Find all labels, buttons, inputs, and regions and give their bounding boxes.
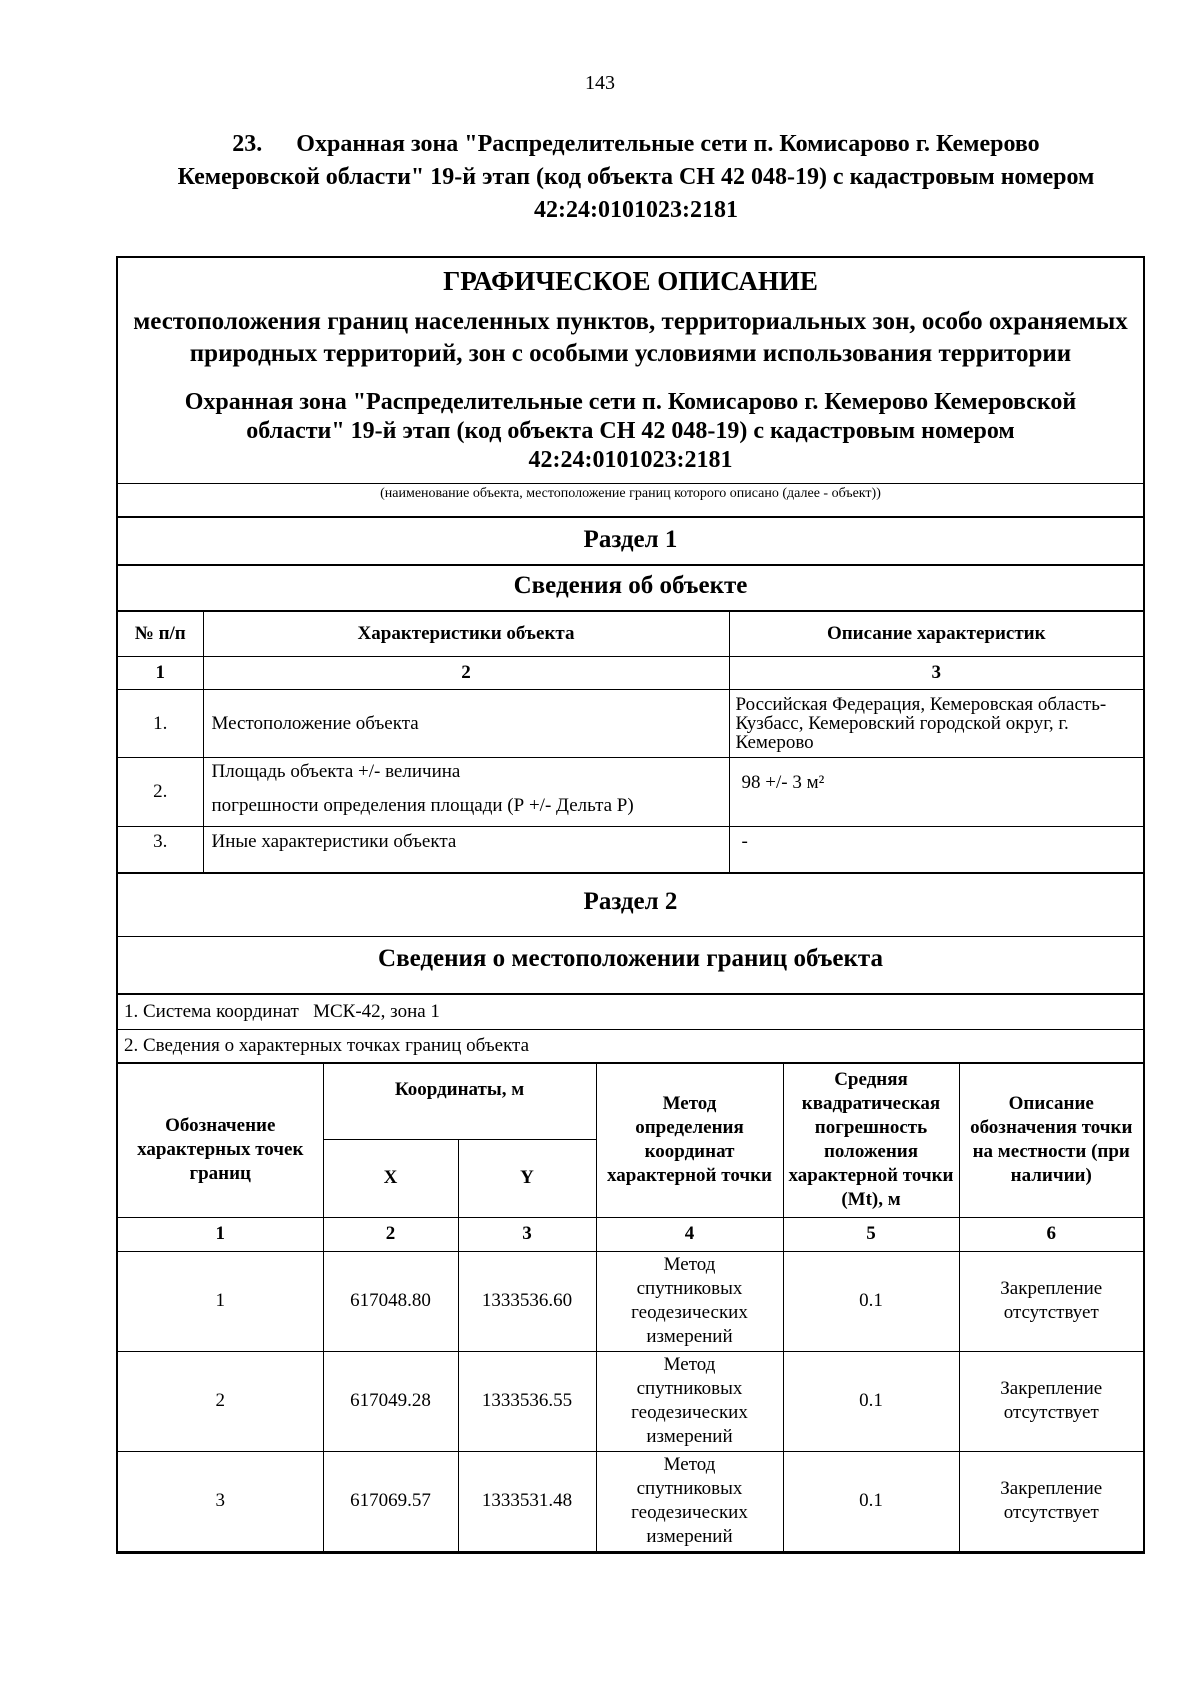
point-mt: 0.1 (783, 1251, 959, 1351)
table-row (118, 758, 1143, 827)
table-row (118, 1351, 1143, 1451)
heading-number: 23. (232, 131, 263, 157)
object-info-table (118, 610, 1143, 873)
point-description: Закрепление отсутствует (959, 1351, 1143, 1451)
header-y: Y (458, 1139, 596, 1217)
point-method: Метод спутниковых геодезических измерений (596, 1451, 783, 1551)
col-number: 3 (729, 657, 1143, 690)
column-number-row (118, 657, 1143, 690)
row-name: Местоположение объекта (203, 690, 729, 758)
row-num: 1. (118, 690, 203, 758)
point-description: Закрепление отсутствует (959, 1451, 1143, 1551)
row-name: Иные характеристики объекта (203, 827, 729, 873)
col-number: 3 (458, 1217, 596, 1251)
point-x: 617069.57 (323, 1451, 458, 1551)
row-name (203, 758, 729, 827)
table-row (118, 827, 1143, 873)
table-row (118, 1451, 1143, 1551)
section-1-title: Раздел 1 (118, 516, 1143, 564)
boundary-points-table (118, 1062, 1143, 1552)
header-characteristics: Характеристики объекта (203, 611, 729, 657)
point-y: 1333531.48 (458, 1451, 596, 1551)
section-2-subtitle: Сведения о местоположении границ объекта (118, 936, 1143, 993)
point-y: 1333536.55 (458, 1351, 596, 1451)
point-method: Метод спутниковых геодезических измерений (596, 1251, 783, 1351)
section-1-subtitle: Сведения об объекте (118, 564, 1143, 610)
object-name (118, 388, 1143, 483)
point-id: 1 (118, 1251, 323, 1351)
object-info-header-row (118, 611, 1143, 657)
form-title: ГРАФИЧЕСКОЕ ОПИСАНИЕ (443, 266, 818, 296)
row-value: - (729, 827, 1143, 873)
document-heading (118, 128, 1154, 227)
point-description: Закрепление отсутствует (959, 1251, 1143, 1351)
graphic-description-form (116, 256, 1145, 1554)
col-number: 1 (118, 1217, 323, 1251)
header-method: Метод определения координат характерной точки (596, 1063, 783, 1217)
coordinate-system-label: 1. Система координат (124, 1001, 299, 1022)
col-number: 6 (959, 1217, 1143, 1251)
point-mt: 0.1 (783, 1451, 959, 1551)
header-description: Описание характеристик (729, 611, 1143, 657)
point-y: 1333536.60 (458, 1251, 596, 1351)
form-header (118, 258, 1143, 483)
col-number: 2 (323, 1217, 458, 1251)
row-num: 3. (118, 827, 203, 873)
form-description: местоположения границ населенных пунктов, территориальных зон, особо охраняемых природных территорий, зон с особыми условиями использования территории (133, 308, 1128, 367)
header-accuracy: Средняя квадратическая погрешность положения характерной точки (Mt), м (783, 1063, 959, 1217)
object-name-line-2: области" 19-й этап (код объекта СН 42 048-19) с кадастровым номером (246, 418, 1015, 444)
table-row (118, 1251, 1143, 1351)
points-label-row: 2. Сведения о характерных точках границ объекта (118, 1029, 1143, 1062)
point-x: 617048.80 (323, 1251, 458, 1351)
page-number: 143 (585, 72, 615, 94)
col-number: 4 (596, 1217, 783, 1251)
heading-line-1: Охранная зона "Распределительные сети п. Комисарово г. Кемерово (296, 131, 1040, 157)
point-x: 617049.28 (323, 1351, 458, 1451)
row-name-line-2: погрешности определения площади (Р +/- Дельта Р) (211, 795, 634, 816)
header-point-description: Описание обозначения точки на местности (при наличии) (959, 1063, 1143, 1217)
row-num: 2. (118, 758, 203, 827)
coordinate-system-row (118, 993, 1143, 1029)
points-header-row (118, 1063, 1143, 1139)
column-number-row (118, 1217, 1143, 1251)
header-num: № п/п (118, 611, 203, 657)
col-number: 2 (203, 657, 729, 690)
header-coordinates: Координаты, м (323, 1063, 596, 1139)
table-row (118, 690, 1143, 758)
col-number: 1 (118, 657, 203, 690)
point-id: 2 (118, 1351, 323, 1451)
coordinate-system-value: МСК-42, зона 1 (313, 1001, 440, 1022)
header-x: X (323, 1139, 458, 1217)
point-mt: 0.1 (783, 1351, 959, 1451)
heading-line-3: 42:24:0101023:2181 (534, 197, 738, 223)
row-value: Российская Федерация, Кемеровская область-Кузбасс, Кемеровский городской округ, г. Кемерово (729, 690, 1143, 758)
section-2-title: Раздел 2 (118, 873, 1143, 936)
row-value: 98 +/- 3 м² (729, 758, 1143, 827)
object-name-line-1: Охранная зона "Распределительные сети п. Комисарово г. Кемерово Кемеровской (184, 389, 1077, 415)
point-id: 3 (118, 1451, 323, 1551)
header-designation: Обозначение характерных точек границ (118, 1063, 323, 1217)
object-note: (наименование объекта, местоположение границ которого описано (далее - объект)) (118, 483, 1143, 516)
col-number: 5 (783, 1217, 959, 1251)
row-name-line-1: Площадь объекта +/- величина (211, 761, 461, 782)
heading-line-2: Кемеровской области" 19-й этап (код объекта СН 42 048-19) с кадастровым номером (177, 164, 1095, 190)
point-method: Метод спутниковых геодезических измерений (596, 1351, 783, 1451)
object-name-line-3: 42:24:0101023:2181 (528, 447, 733, 473)
